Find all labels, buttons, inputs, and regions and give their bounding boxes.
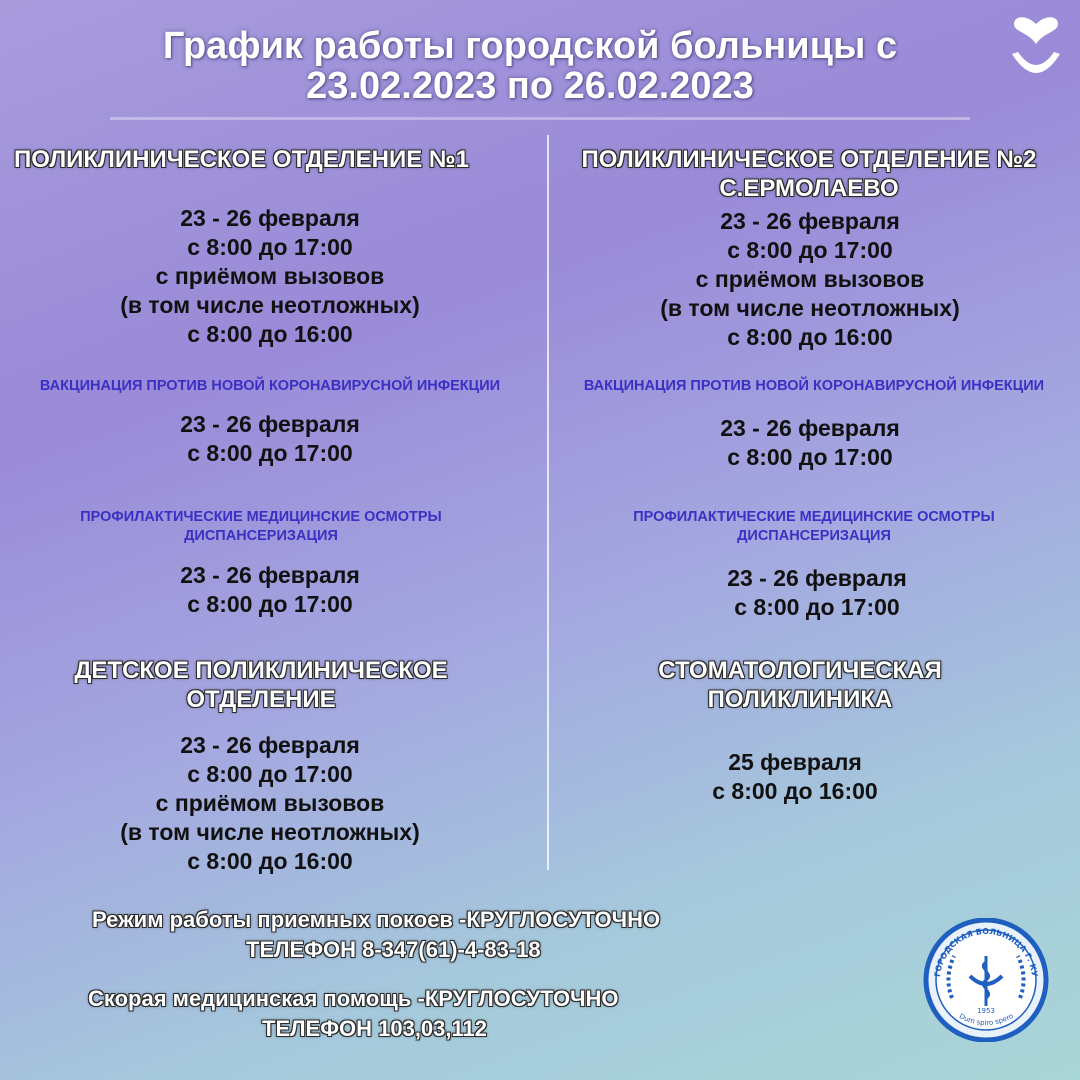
schedule-line: 23 - 26 февраля	[180, 732, 360, 758]
left-checkups-label	[0, 508, 522, 546]
left-vaccination-schedule	[30, 410, 510, 468]
schedule-line: 23 - 26 февраля	[720, 415, 900, 441]
schedule-line: с 8:00 до 17:00	[727, 237, 893, 263]
right-vaccination-label: ВАКЦИНАЦИЯ ПРОТИВ НОВОЙ КОРОНАВИРУСНОЙ ИНФЕКЦИИ	[583, 378, 1045, 394]
schedule-line: 23 - 26 февраля	[720, 208, 900, 234]
schedule-line: (в том числе неотложных)	[120, 292, 420, 318]
schedule-line: 23 - 26 февраля	[180, 411, 360, 437]
schedule-line: с 8:00 до 16:00	[187, 848, 353, 874]
heart-smile-logo-icon	[1006, 14, 1066, 84]
left-checkups-schedule	[30, 561, 510, 619]
hospital-seal-icon	[918, 918, 1054, 1042]
heading-line: С.ЕРМОЛАЕВО	[719, 175, 899, 202]
schedule-line: 23 - 26 февраля	[727, 565, 907, 591]
schedule-line: с 8:00 до 17:00	[187, 591, 353, 617]
schedule-line: с 8:00 до 16:00	[712, 778, 878, 804]
heading-line: ПОЛИКЛИНИЧЕСКОЕ ОТДЕЛЕНИЕ №2	[581, 146, 1037, 173]
page-title	[80, 26, 980, 106]
seal-year: 1953	[977, 1007, 995, 1015]
schedule-line: с приёмом вызовов	[695, 266, 925, 292]
dept2-heading	[555, 145, 1063, 203]
schedule-line: с 8:00 до 17:00	[734, 594, 900, 620]
schedule-line: с 8:00 до 16:00	[187, 321, 353, 347]
title-line-2: 23.02.2023 по 26.02.2023	[306, 65, 754, 107]
dept1-schedule	[30, 204, 510, 349]
dept1-heading: ПОЛИКЛИНИЧЕСКОЕ ОТДЕЛЕНИЕ №1	[14, 146, 469, 173]
schedule-line: (в том числе неотложных)	[120, 819, 420, 845]
schedule-line: с 8:00 до 17:00	[187, 761, 353, 787]
dental-heading	[560, 656, 1040, 714]
label-line: ДИСПАНСЕРИЗАЦИЯ	[737, 528, 891, 544]
heading-line: ПОЛИКЛИНИКА	[707, 686, 893, 713]
right-checkups-label	[552, 508, 1076, 546]
label-line: ПРОФИЛАКТИЧЕСКИЕ МЕДИЦИНСКИЕ ОСМОТРЫ	[633, 509, 995, 525]
dental-schedule	[555, 748, 1035, 806]
header-divider	[110, 117, 970, 120]
dept2-schedule	[570, 207, 1050, 352]
children-dept-heading	[20, 656, 502, 714]
column-divider	[547, 135, 549, 870]
heading-line: СТОМАТОЛОГИЧЕСКАЯ	[658, 657, 942, 684]
schedule-line: 23 - 26 февраля	[180, 205, 360, 231]
seal-text: ГОРОДСКАЯ БОЛЬНИЦА Г. КУ	[933, 926, 1039, 978]
schedule-line: с 8:00 до 17:00	[187, 440, 353, 466]
schedule-line: с 8:00 до 17:00	[187, 234, 353, 260]
schedule-line: с приёмом вызовов	[155, 263, 385, 289]
heading-line: ОТДЕЛЕНИЕ	[186, 686, 336, 713]
label-line: ДИСПАНСЕРИЗАЦИЯ	[184, 528, 338, 544]
seal-motto: Dum spiro spero	[957, 1012, 1015, 1028]
schedule-line: с приёмом вызовов	[155, 790, 385, 816]
schedule-line: с 8:00 до 16:00	[727, 324, 893, 350]
heading-line: ДЕТСКОЕ ПОЛИКЛИНИЧЕСКОЕ	[74, 657, 448, 684]
label-line: ПРОФИЛАКТИЧЕСКИЕ МЕДИЦИНСКИЕ ОСМОТРЫ	[80, 509, 442, 525]
left-vaccination-label: ВАКЦИНАЦИЯ ПРОТИВ НОВОЙ КОРОНАВИРУСНОЙ ИНФЕКЦИИ	[39, 378, 501, 394]
ambulance-phone: ТЕЛЕФОН 103,03,112	[262, 1016, 488, 1041]
ambulance-mode: Скорая медицинская помощь -КРУГЛОСУТОЧНО	[88, 986, 619, 1011]
reception-phone: ТЕЛЕФОН 8-347(61)-4-83-18	[246, 937, 541, 962]
schedule-line: 23 - 26 февраля	[180, 562, 360, 588]
schedule-line: с 8:00 до 17:00	[727, 444, 893, 470]
right-vaccination-schedule	[570, 414, 1050, 472]
title-line-1: График работы городской больницы с	[162, 25, 898, 67]
schedule-line: 25 февраля	[728, 749, 862, 775]
schedule-line: (в том числе неотложных)	[660, 295, 960, 321]
children-dept-schedule	[30, 731, 510, 876]
right-checkups-schedule	[577, 564, 1057, 622]
reception-mode: Режим работы приемных покоев -КРУГЛОСУТОЧНО	[92, 907, 661, 932]
